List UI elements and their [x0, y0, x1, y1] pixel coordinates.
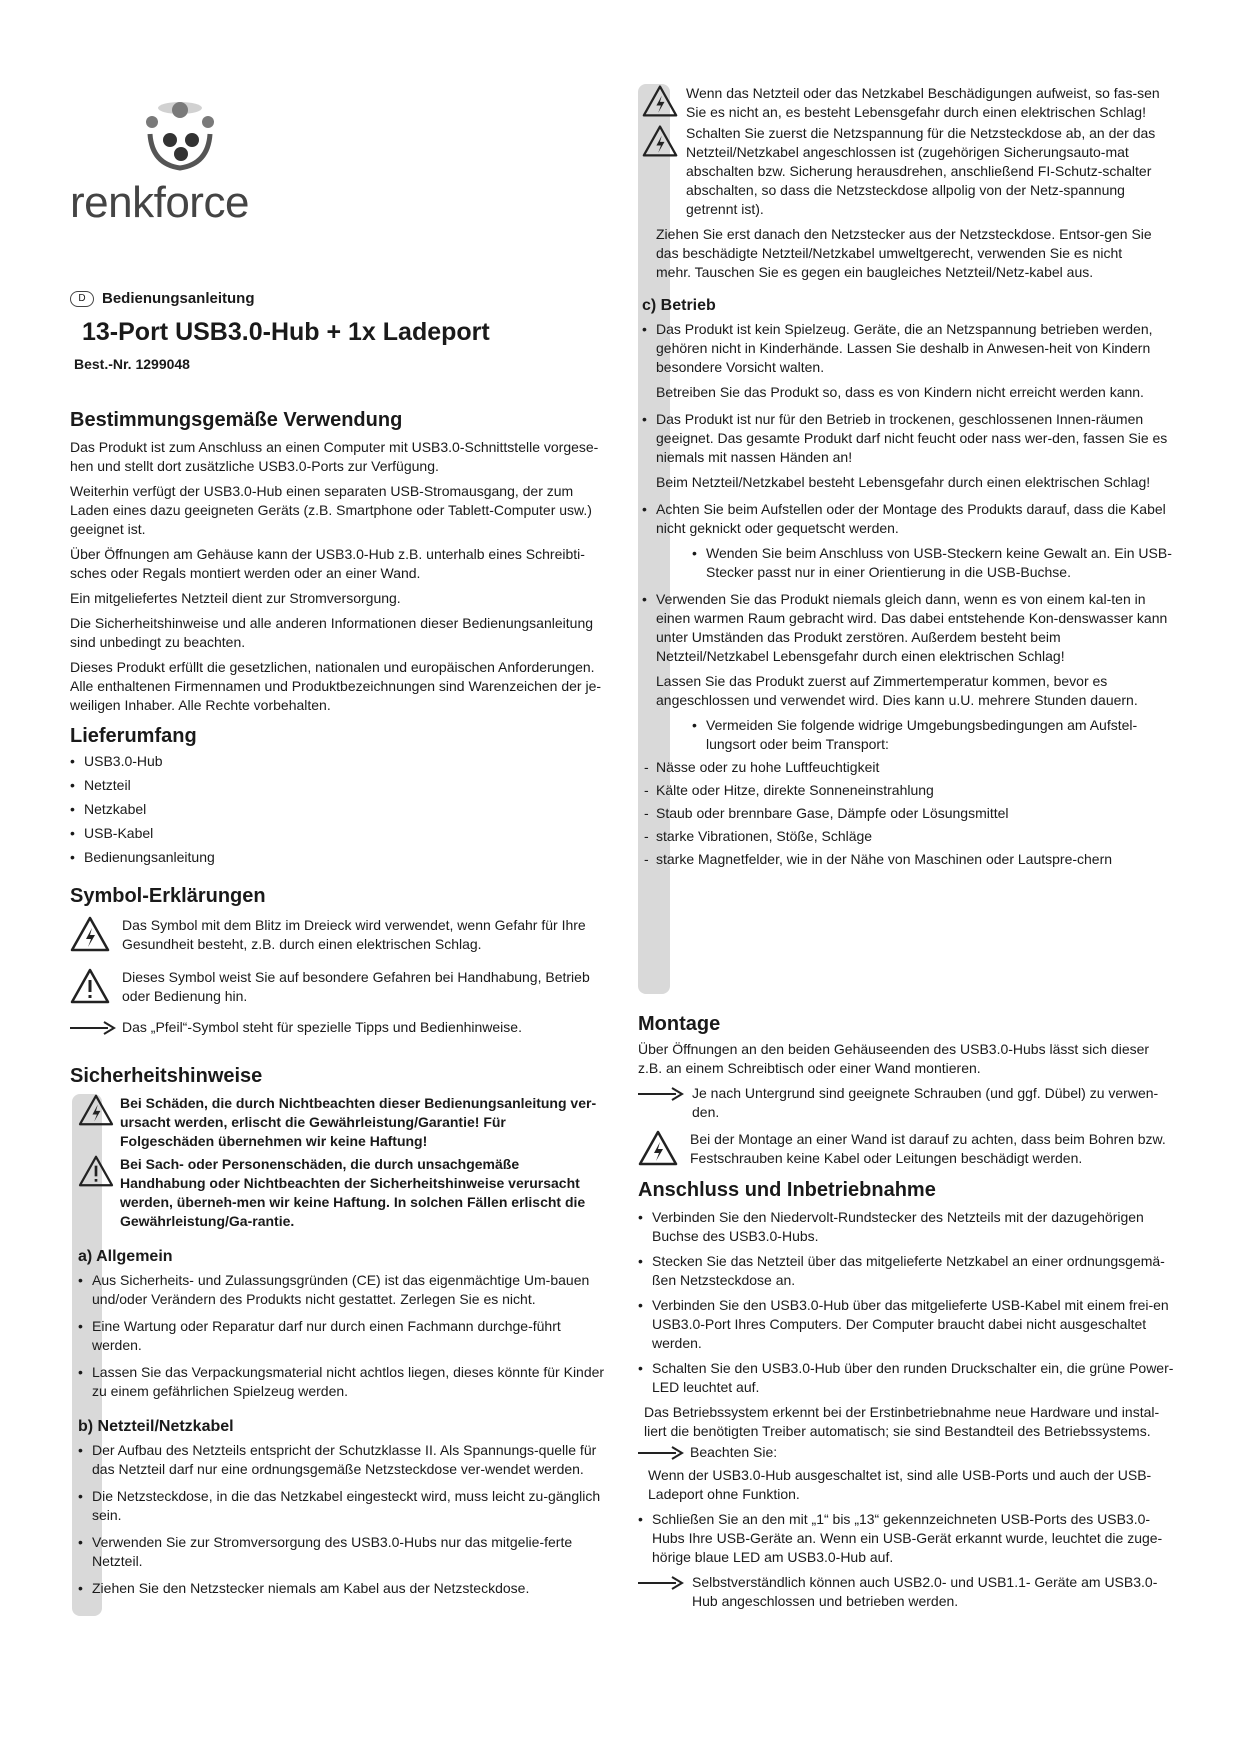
- connection-tip: Selbstverständlich können auch USB2.0- und USB1.1- Geräte am USB3.0-Hub angeschlossen und betrieben werden.: [692, 1574, 1158, 1609]
- language-badge: D: [70, 291, 94, 307]
- safety-heading: Sicherheitshinweise: [70, 1065, 263, 1087]
- connection-note-text: Wenn der USB3.0-Hub ausgeschaltet ist, sind alle USB-Ports und auch der USB-Ladeport ohne Funktion.: [648, 1467, 1152, 1502]
- list-item: • Schalten Sie den USB3.0-Hub über den runden Druckschalter ein, die grüne Power-LED leuchtet auf.: [638, 1359, 1176, 1397]
- page-title: 13-Port USB3.0-Hub + 1x Ladeport: [82, 318, 490, 346]
- intended-use-p5: Die Sicherheitshinweise und alle anderen Informationen dieser Bedienungsanleitung sind unbedingt zu beachten.: [70, 615, 594, 650]
- list-item: • Achten Sie beim Aufstellen oder der Montage des Produkts darauf, dass die Kabel nicht geknickt oder gequetscht werden.: [642, 500, 1172, 538]
- list-item: - Nässe oder zu hohe Luftfeuchtigkeit: [642, 758, 1172, 777]
- section-connection: [638, 1178, 1176, 1611]
- safety-warning-2: Bei Sach- oder Personenschäden, die durch unsachgemäße Handhabung oder Nichtbeachten der Sicherheitshinweise verursacht werden, überneh-men wir keine Haftung. In solchen Fällen erlischt die Gewährleistung/Ga-rantie.: [120, 1156, 586, 1229]
- safety-block-right: [642, 84, 1172, 869]
- list-item: - Staub oder brennbare Gase, Dämpfe oder Lösungsmittel: [642, 804, 1172, 823]
- list-item: • Aus Sicherheits- und Zulassungsgründen (CE) ist das eigenmächtige Um-bauen und/oder Verändern des Produkts nicht gestattet. Zerlegen Sie es nicht.: [78, 1271, 608, 1309]
- list-item: - Kälte oder Hitze, direkte Sonneneinstrahlung: [642, 781, 1172, 800]
- list-item: • Eine Wartung oder Reparatur darf nur durch einen Fachmann durchge-führt werden.: [78, 1317, 608, 1355]
- power-supply-heading: b) Netzteil/Netzkabel: [78, 1418, 234, 1435]
- list-item: • Die Netzsteckdose, in die das Netzkabel eingesteckt wird, muss leicht zu-gänglich sein.: [78, 1487, 608, 1525]
- connection-os-text: Das Betriebssystem erkennt bei der Erstinbetriebnahme neue Hardware und instal-liert die benötigten Treiber automatisch; sie sind Bestandteil des Betriebssystems.: [644, 1404, 1160, 1439]
- section-mounting: [638, 1012, 1176, 1168]
- intended-use-p2: Weiterhin verfügt der USB3.0-Hub einen separaten USB-Stromausgang, der zum Laden eines dazu geeigneten Geräts (z.B. Smartphone oder Tablett-Computer usw.) geeignet ist.: [70, 483, 592, 537]
- arrow-icon: [70, 1020, 116, 1036]
- intended-use-heading: Bestimmungsgemäße Verwendung: [70, 409, 403, 431]
- safety-block-left: [78, 1094, 608, 1598]
- mounting-text: Über Öffnungen an den beiden Gehäuseenden des USB3.0-Hubs lässt sich dieser z.B. an einem Schreibtisch oder einer Wand montieren.: [638, 1041, 1150, 1076]
- symbol-exclamation-text: Dieses Symbol weist Sie auf besondere Gefahren bei Handhabung, Betrieb oder Bedienung hin.: [122, 969, 590, 1004]
- operation-note-2: Beim Netzteil/Netzkabel besteht Lebensgefahr durch einen elektrischen Schlag!: [656, 474, 1151, 490]
- symbols-heading: Symbol-Erklärungen: [70, 885, 266, 907]
- safety-warning-1: Bei Schäden, die durch Nichtbeachten dieser Bedienungsanleitung ver-ursacht werden, erlischt die Gewährleistung/Garantie! Für Folgeschäden übernehmen wir keine Haftung!: [120, 1095, 597, 1149]
- connection-note-label: Beachten Sie:: [690, 1444, 778, 1460]
- renkforce-logo-icon: [120, 92, 240, 182]
- mounting-tip: Je nach Untergrund sind geeignete Schrauben (und ggf. Dübel) zu verwen-den.: [692, 1085, 1159, 1120]
- lightning-warning-icon: [642, 84, 678, 118]
- list-item: • Schließen Sie an den mit „1“ bis „13“ gekennzeichneten USB-Ports des USB3.0-Hubs Ihre USB-Geräte an. Wenn ein USB-Gerät erkannt wurde, leuchtet die zuge-hörige blaue LED am USB3.0-Hub auf.: [638, 1510, 1176, 1567]
- mounting-heading: Montage: [638, 1013, 721, 1035]
- arrow-icon: [638, 1086, 684, 1102]
- list-item: • Verwenden Sie das Produkt niemals gleich dann, wenn es von einem kal-ten in einen warmen Raum gebracht wird. Das dabei entstehende Kon-denswasser kann unter Umständen das Produkt zerstören. Außerdem besteht beim Netzteil/Netzkabel Lebensgefahr durch einen elektrischen Schlag!: [642, 590, 1172, 666]
- list-item: • USB-Kabel: [70, 824, 608, 843]
- lightning-warning-icon: [642, 124, 678, 158]
- list-item: • Der Aufbau des Netzteils entspricht der Schutzklasse II. Als Spannungs-quelle für das Netzteil darf nur eine ordnungsgemäße Netzsteckdose ver-wendet werden.: [78, 1441, 608, 1479]
- operation-note-3: Lassen Sie das Produkt zuerst auf Zimmertemperatur kommen, bevor es angeschlossen und verwendet wird. Dies kann u.U. mehrere Stunden dauern.: [656, 673, 1138, 708]
- list-item: • Netzkabel: [70, 800, 608, 819]
- section-symbols: [70, 884, 608, 1037]
- exclamation-warning-icon: [78, 1155, 114, 1187]
- list-item: • Ziehen Sie den Netzstecker niemals am Kabel aus der Netzsteckdose.: [78, 1579, 608, 1598]
- operation-heading: c) Betrieb: [642, 297, 716, 314]
- intended-use-p4: Ein mitgeliefertes Netzteil dient zur Stromversorgung.: [70, 590, 401, 606]
- power-warning-1: Wenn das Netzteil oder das Netzkabel Beschädigungen aufweist, so fas-sen Sie es nicht an, es besteht Lebensgefahr durch einen elektrischen Schlag!: [686, 85, 1160, 120]
- general-heading: a) Allgemein: [78, 1248, 173, 1265]
- exclamation-warning-icon: [70, 968, 110, 1004]
- list-item: • Verwenden Sie zur Stromversorgung des USB3.0-Hubs nur das mitgelie-ferte Netzteil.: [78, 1533, 608, 1571]
- power-warning-3: Ziehen Sie erst danach den Netzstecker aus der Netzsteckdose. Entsor-gen Sie das beschädigte Netzteil/Netzkabel umweltgerecht, verwenden Sie es nicht mehr. Tauschen Sie es gegen ein baugleiches Netzteil/Netz-kabel aus.: [656, 226, 1152, 280]
- list-item: • Bedienungsanleitung: [70, 848, 608, 867]
- symbol-lightning-text: Das Symbol mit dem Blitz im Dreieck wird verwendet, wenn Gefahr für Ihre Gesundheit besteht, z.B. durch einen elektrischen Schlag.: [122, 917, 586, 952]
- manual-label: Bedienungsanleitung: [102, 290, 255, 307]
- list-item: - starke Magnetfelder, wie in der Nähe von Maschinen oder Lautspre-chern: [642, 850, 1172, 869]
- list-item: • Stecken Sie das Netzteil über das mitgelieferte Netzkabel an einer ordnungsgemä-ßen Netzsteckdose an.: [638, 1252, 1176, 1290]
- delivery-scope-heading: Lieferumfang: [70, 725, 197, 747]
- connection-heading: Anschluss und Inbetriebnahme: [638, 1179, 936, 1201]
- manual-label-row: [70, 290, 255, 307]
- list-item: • Netzteil: [70, 776, 608, 795]
- order-number: Best.-Nr. 1299048: [74, 356, 190, 372]
- intended-use-p6: Dieses Produkt erfüllt die gesetzlichen, nationalen und europäischen Anforderungen. Alle enthaltenen Firmennamen und Produktbezeichnungen sind Warenzeichen der je-weiligen Inhaber. Alle Rechte vorbehalten.: [70, 659, 602, 713]
- operation-note-1: Betreiben Sie das Produkt so, dass es von Kindern nicht erreicht werden kann.: [656, 384, 1144, 400]
- list-item: • Das Produkt ist kein Spielzeug. Geräte, die an Netzspannung betrieben werden, gehören nicht in Kinderhände. Lassen Sie deshalb in Anwesen-heit von Kindern besondere Vorsicht walten.: [642, 320, 1172, 377]
- section-safety-heading-wrap: [70, 1064, 608, 1088]
- intended-use-p1: Das Produkt ist zum Anschluss an einen Computer mit USB3.0-Schnittstelle vorgese-hen und stellt dort zusätzliche USB3.0-Ports zur Verfügung.: [70, 439, 599, 474]
- symbol-arrow-text: Das „Pfeil“-Symbol steht für spezielle Tipps und Bedienhinweise.: [122, 1019, 522, 1035]
- intended-use-p3: Über Öffnungen am Gehäuse kann der USB3.0-Hub z.B. unterhalb eines Schreibti-sches oder Regals montiert werden oder an einer Wand.: [70, 546, 585, 581]
- brand-name: renkforce: [70, 178, 249, 227]
- lightning-warning-icon: [638, 1130, 678, 1166]
- list-item: • Verbinden Sie den USB3.0-Hub über das mitgelieferte USB-Kabel mit einem frei-en USB3.0-Port Ihres Computers. Der Computer braucht dabei nicht ausgeschaltet werden.: [638, 1296, 1176, 1353]
- lightning-warning-icon: [78, 1094, 114, 1126]
- section-intended-use: [70, 408, 608, 715]
- list-item: • Wenden Sie beim Anschluss von USB-Steckern keine Gewalt an. Ein USB-Stecker passt nur in einer Orientierung in die USB-Buchse.: [692, 544, 1172, 582]
- list-item: - starke Vibrationen, Stöße, Schläge: [642, 827, 1172, 846]
- arrow-icon: [638, 1445, 684, 1461]
- power-warning-2: Schalten Sie zuerst die Netzspannung für die Netzsteckdose ab, an der das Netzteil/Netzkabel angeschlossen ist (zugehörigen Sicherungsauto-mat abschalten bzw. Sicherung herausdrehen, anschließend FI-Schutz-schalter abschalten, so dass die Netzsteckdose allpolig von der Netz-spannung getrennt ist).: [686, 125, 1156, 217]
- list-item: • Verbinden Sie den Niedervolt-Rundstecker des Netzteils mit der dazugehörigen Buchse des USB3.0-Hubs.: [638, 1208, 1176, 1246]
- list-item: • USB3.0-Hub: [70, 752, 608, 771]
- lightning-warning-icon: [70, 916, 110, 952]
- list-item: • Das Produkt ist nur für den Betrieb in trockenen, geschlossenen Innen-räumen geeignet. Das gesamte Produkt darf nicht feucht oder nass wer-den, fassen Sie es niemals mit nassen Händen an!: [642, 410, 1172, 467]
- arrow-icon: [638, 1575, 684, 1591]
- mounting-warning: Bei der Montage an einer Wand ist darauf zu achten, dass beim Bohren bzw. Festschrauben keine Kabel oder Leitungen beschädigt werden.: [690, 1131, 1166, 1166]
- list-item: • Vermeiden Sie folgende widrige Umgebungsbedingungen am Aufstel-lungsort oder beim Transport:: [692, 716, 1172, 754]
- list-item: • Lassen Sie das Verpackungsmaterial nicht achtlos liegen, dieses könnte für Kinder zu einem gefährlichen Spielzeug werden.: [78, 1363, 608, 1401]
- section-delivery-scope: [70, 724, 608, 867]
